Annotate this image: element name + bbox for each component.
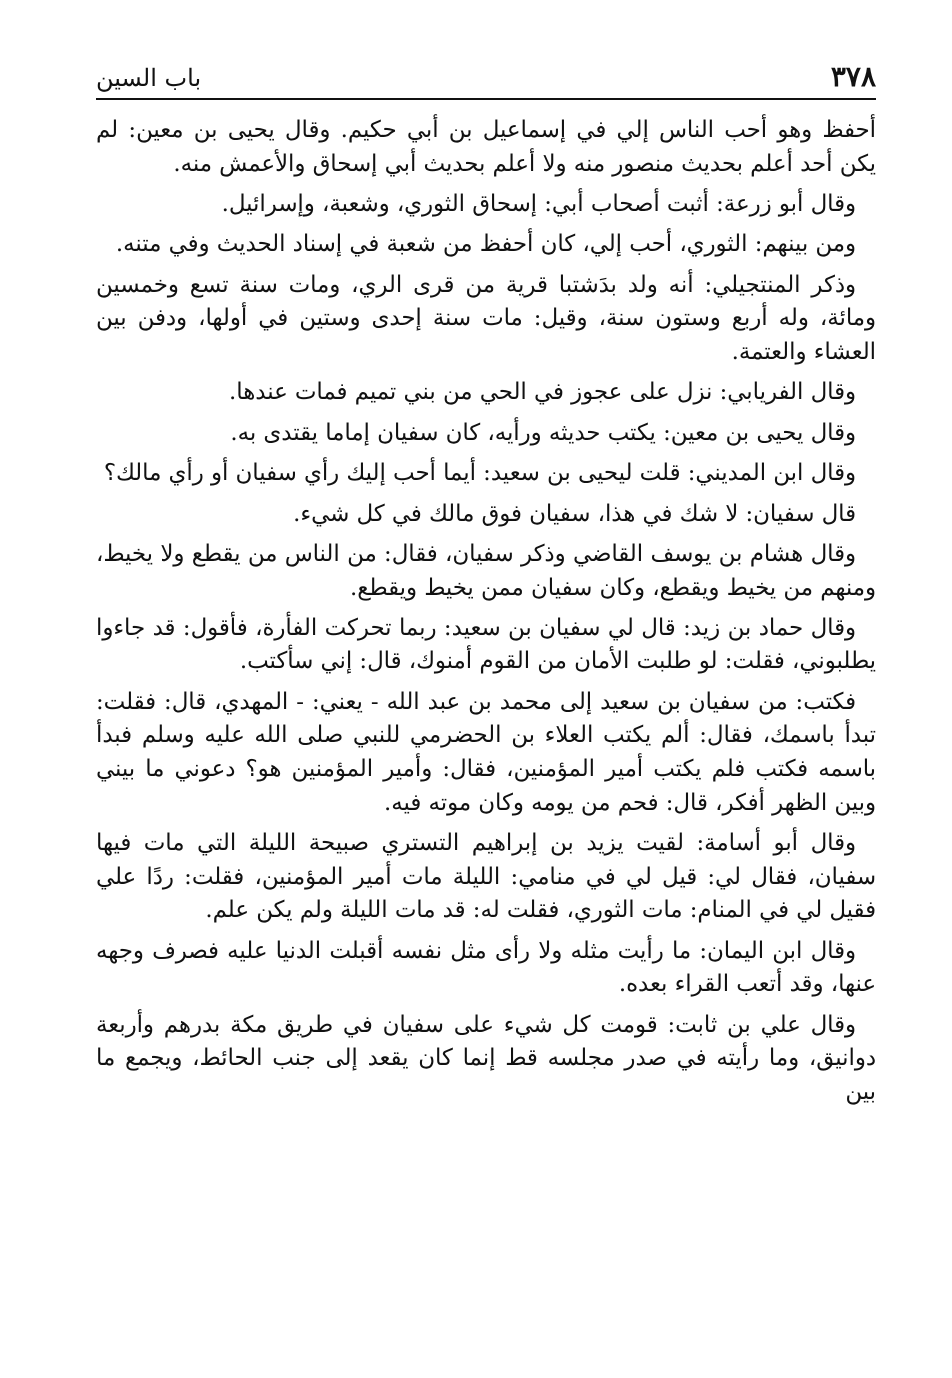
paragraph: وقال حماد بن زيد: قال لي سفيان بن سعيد: ربما تحركت الفأرة، فأقول: قد جاءوا يطلبوني، فقلت: لو طلبت الأمان من القوم أمنوك، قال: إني سأكتب. [96,614,876,675]
paragraph: فكتب: من سفيان بن سعيد إلى محمد بن عبد الله - يعني: - المهدي، قال: فقلت: تبدأ باسمك، فقال: ألم يكتب العلاء بن الحضرمي للنبي صلى الله عليه وسلم فبدأ باسمه فكتب فلم يكتب أمير المؤمنين، فقال: وأمير المؤمنين هو؟ دعوني ما بيني وبين الظهر أفكر، قال: فحم من يومه وكان موته فيه. [96,688,876,816]
paragraph: وقال الفريابي: نزل على عجوز في الحي من بني تميم فمات عندها. [229,379,856,406]
paragraph: وقال علي بن ثابت: قومت كل شيء على سفيان في طريق مكة بدرهم وأربعة دوانيق، وما رأيته في صدر مجلسه قط إنما كان يقعد إلى جنب الحائط، ويجمع ما بين [96,1011,877,1105]
paragraph: وذكر المنتجيلي: أنه ولد بدَشتبا قرية من قرى الري، ومات سنة تسع وخمسين ومائة، وله أربع وستون سنة، وقيل: مات سنة إحدى وستين في أولها، ودفن بين العشاء والعتمة. [96,271,876,365]
paragraph: ومن بينهم: الثوري، أحب إلي، كان أحفظ من شعبة في إسناد الحديث وفي متنه. [115,231,856,258]
paragraph: وقال يحيى بن معين: يكتب حديثه ورأيه، كان سفيان إماما يقتدى به. [230,419,856,446]
paragraph: وقال أبو أسامة: لقيت يزيد بن إبراهيم التستري صبيحة الليلة التي مات فيها سفيان، فقال لي: قيل لي في منامي: الليلة مات أمير المؤمنين، فقلت: ردًا علي فقيل لي في المنام: مات الثوري، فقلت له: قد مات الليلة ولم يكن علم. [96,830,876,924]
paragraph: وقال أبو زرعة: أثبت أصحاب أبي: إسحاق الثوري، وشعبة، وإسرائيل. [221,190,856,217]
paragraph: وقال ابن المديني: قلت ليحيى بن سعيد: أيما أحب إليك رأي سفيان أو رأي مالك؟ [103,460,856,487]
paragraph: وقال ابن اليمان: ما رأيت مثله ولا رأى مثل نفسه أقبلت الدنيا عليه فصرف وجهه عنها، وقد أتعب القراء بعده. [96,937,876,998]
paragraph: قال سفيان: لا شك في هذا، سفيان فوق مالك في كل شيء. [293,500,856,527]
page-number: ٣٧٨ [830,60,876,93]
paragraph: أحفظ وهو أحب الناس إلي في إسماعيل بن أبي حكيم. وقال يحيى بن معين: لم يكن أحد أعلم بحديث منصور منه ولا أعلم بحديث أبي إسحاق والأعمش منه. [96,117,876,177]
body-text [96,114,876,1116]
page-header [96,58,876,100]
running-head: باب السين [96,64,202,92]
paragraph: وقال هشام بن يوسف القاضي وذكر سفيان، فقال: من الناس من يقطع ولا يخيط، ومنهم من يخيط ويقطع، وكان سفيان ممن يخيط ويقطع. [96,540,876,601]
